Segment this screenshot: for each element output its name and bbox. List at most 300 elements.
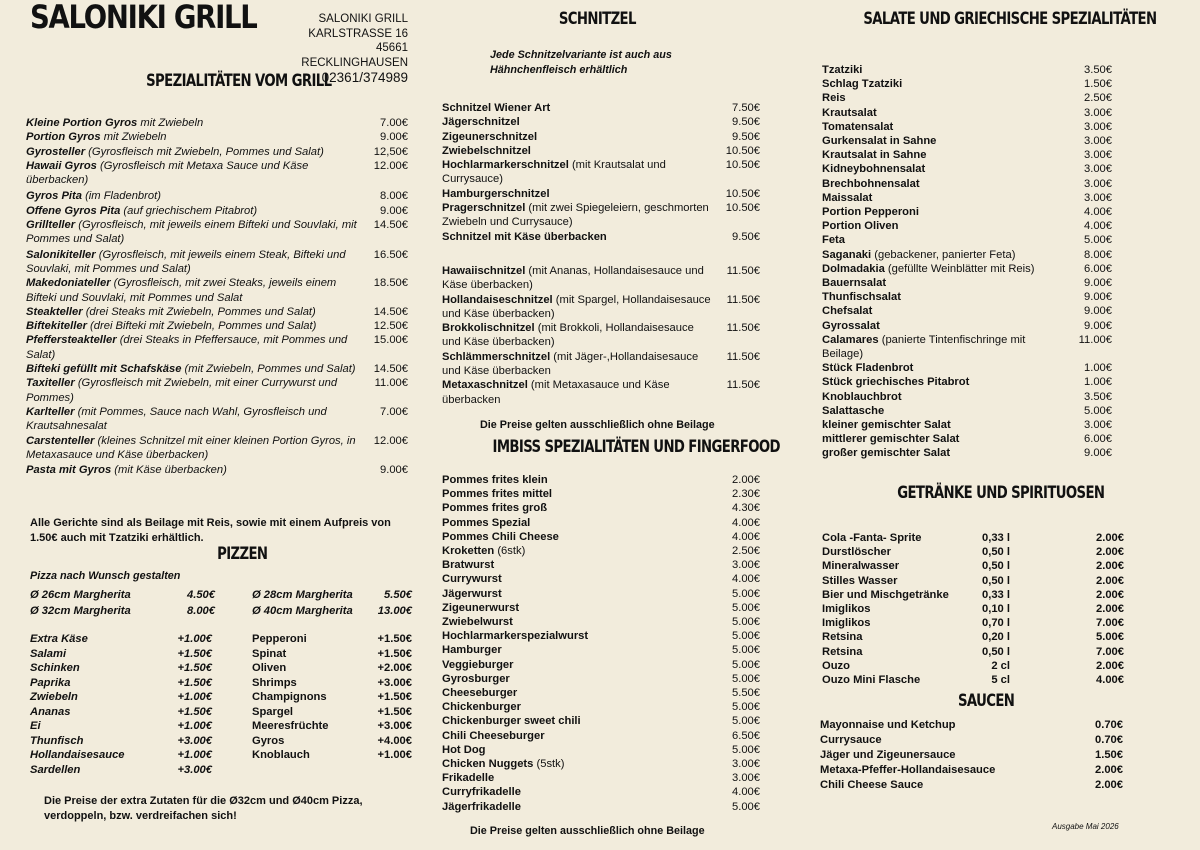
item-title: Gyrossalat	[822, 319, 880, 332]
grill-item	[26, 204, 408, 218]
drink-item	[822, 630, 1124, 644]
item-title: Offene Gyros Pita	[26, 204, 121, 217]
item-title: Knoblauchbrot	[822, 390, 902, 403]
item-name	[442, 144, 712, 158]
salat-item	[822, 77, 1112, 91]
grill-item	[26, 362, 408, 376]
salat-item	[822, 390, 1112, 404]
pizza-extra	[252, 748, 412, 763]
item-name	[442, 130, 712, 144]
item-description: mit Zwiebeln	[100, 131, 167, 144]
salat-item	[822, 290, 1112, 304]
item-name	[822, 602, 964, 616]
item-description: (mit Brokkoli, Hollandaisesauce und Käse überbacken)	[442, 322, 694, 349]
item-volume: 0,10 l	[982, 603, 1010, 616]
salat-item	[822, 120, 1112, 134]
item-price: 9.00€	[1084, 319, 1112, 332]
item-title: Currysauce	[820, 734, 882, 746]
item-title: Retsina	[822, 631, 863, 644]
item-name	[822, 375, 1062, 389]
item-title: Chili Cheese Sauce	[820, 779, 924, 791]
item-name	[822, 134, 1062, 148]
item-price: 16.50€	[373, 248, 408, 261]
pizza-extra	[30, 690, 212, 705]
item-price: 4.00€	[1096, 674, 1124, 687]
item-price: 2.00€	[1096, 574, 1124, 587]
pizza-extra	[252, 719, 412, 734]
pizza-extra	[30, 632, 212, 647]
item-title: Maissalat	[822, 191, 873, 204]
imbiss-footnote: Die Preise gelten ausschließlich ohne Beilage	[470, 825, 705, 837]
item-price: 1.50€	[1084, 78, 1112, 91]
schnitzel-item	[442, 115, 760, 129]
item-name	[30, 748, 177, 763]
item-name	[30, 719, 177, 734]
item-name	[820, 733, 1063, 748]
item-price: 2.00€	[1096, 560, 1124, 573]
item-price: 12.00€	[373, 159, 408, 172]
item-name	[252, 705, 377, 720]
item-title: Pommes Chili Cheese	[442, 530, 559, 543]
item-name	[822, 574, 964, 588]
item-name	[820, 778, 1063, 793]
item-title: Zwiebeln	[30, 691, 78, 703]
item-name	[822, 191, 1062, 205]
item-title: Pasta mit Gyros	[26, 464, 112, 477]
salat-item	[822, 63, 1112, 77]
item-price: 10.50€	[725, 202, 760, 215]
item-name	[30, 734, 177, 749]
salat-item	[822, 333, 1112, 361]
item-title: Imiglikos	[822, 603, 871, 616]
saucen-list	[820, 718, 1123, 793]
item-name	[26, 333, 360, 362]
item-price: 2.00€	[1096, 603, 1124, 616]
item-name	[822, 404, 1062, 418]
item-name	[442, 516, 700, 530]
item-price: 2.00€	[1096, 532, 1124, 544]
grill-item	[26, 463, 408, 477]
salate-list	[822, 63, 1112, 461]
item-title: Pepperoni	[252, 633, 307, 645]
item-title: Zwiebelschnitzel	[442, 144, 531, 157]
item-title: Schlämmerschnitzel	[442, 350, 551, 363]
item-name	[822, 531, 964, 545]
item-name	[442, 264, 712, 293]
item-name	[822, 290, 1062, 304]
item-title: Calamares	[822, 333, 879, 346]
item-name	[442, 629, 700, 643]
pizza-extra	[30, 676, 212, 691]
item-title: Tzatziki	[822, 64, 863, 76]
item-name	[30, 690, 177, 705]
item-name	[442, 757, 700, 771]
item-title: Durstlöscher	[822, 546, 892, 559]
item-price: 2.50€	[732, 545, 760, 558]
item-title: Chickenburger sweet chili	[442, 715, 581, 728]
item-name	[822, 233, 1062, 247]
item-price: 4.30€	[732, 502, 760, 515]
item-price: 8.00€	[187, 604, 215, 617]
item-name	[442, 729, 700, 743]
item-name	[442, 658, 700, 672]
item-title: Gyrosteller	[26, 145, 86, 158]
grill-item	[26, 189, 408, 203]
item-name	[252, 661, 377, 676]
item-name	[442, 350, 712, 379]
drinks-title: GETRÄNKE UND SPIRITUOSEN	[897, 483, 1105, 503]
item-name	[442, 115, 712, 129]
item-title: Zwiebelwurst	[442, 616, 513, 629]
item-title: Hamburgerschnitzel	[442, 187, 550, 200]
item-title: Jägerschnitzel	[442, 116, 520, 129]
item-price: 3.00€	[1084, 419, 1112, 432]
item-title: Pragerschnitzel	[442, 202, 526, 215]
item-price: 7.00€	[1096, 645, 1124, 658]
salat-item	[822, 233, 1112, 247]
item-price: 8.00€	[380, 190, 408, 203]
item-description: (mit Käse überbacken)	[111, 464, 227, 477]
item-price: +3.00€	[377, 676, 412, 689]
pizza-extra	[252, 690, 412, 705]
schnitzel-item	[442, 187, 760, 201]
item-price: +1.50€	[177, 676, 212, 689]
item-price: 4.00€	[732, 786, 760, 799]
item-name	[442, 530, 700, 544]
item-description: (mit Ananas, Hollandaisesauce und Käse überbacken)	[442, 264, 704, 292]
item-price: 3.50€	[1084, 64, 1112, 76]
item-price: +2.00€	[377, 662, 412, 674]
item-name	[26, 218, 360, 247]
drinks-list	[822, 531, 1124, 687]
item-price: +3.00€	[177, 763, 212, 776]
item-price: 3.00€	[732, 559, 760, 572]
item-name	[442, 544, 700, 558]
imbiss-item	[442, 714, 760, 728]
salat-item	[822, 91, 1112, 105]
item-name	[822, 148, 1062, 162]
item-title: Mayonnaise und Ketchup	[820, 719, 956, 731]
item-title: Pommes Spezial	[442, 516, 531, 529]
item-volume: 0,20 l	[982, 631, 1010, 644]
pizza-footnote: Die Preise der extra Zutaten für die Ø32cm und Ø40cm Pizza, verdoppeln, bzw. verdreifachen sich!	[44, 795, 363, 822]
drink-item	[822, 531, 1124, 545]
item-price: 3.00€	[732, 758, 760, 771]
item-volume: 0,33 l	[982, 532, 1010, 544]
grill-item	[26, 319, 408, 333]
item-title: Brokkolischnitzel	[442, 322, 535, 335]
item-price: 1.00€	[1084, 362, 1112, 375]
drink-item	[822, 559, 1124, 573]
schnitzel-list	[442, 101, 760, 407]
item-name	[822, 177, 1062, 191]
item-name	[30, 661, 177, 676]
drink-item	[822, 588, 1124, 602]
item-name	[26, 305, 360, 319]
item-title: Salami	[30, 647, 67, 660]
item-title: Makedoniateller	[26, 277, 111, 290]
item-title: Kroketten	[442, 545, 495, 558]
item-name	[822, 645, 964, 659]
item-title: Pommes frites mittel	[442, 488, 553, 501]
salat-item	[822, 276, 1112, 290]
salat-item	[822, 319, 1112, 333]
imbiss-item	[442, 771, 760, 785]
item-price: 1.50€	[1095, 749, 1123, 761]
item-price: +1.00€	[177, 720, 212, 732]
grill-item	[26, 276, 408, 305]
item-name	[26, 189, 360, 203]
item-name	[442, 293, 712, 322]
item-name	[26, 276, 360, 305]
item-price: 14.50€	[373, 305, 408, 318]
item-price: 9.00€	[1084, 305, 1112, 318]
item-price: 9.00€	[1084, 447, 1112, 460]
item-price: 10.50€	[725, 187, 760, 200]
item-price: 14.50€	[373, 219, 408, 232]
item-price: 2.00€	[732, 474, 760, 486]
item-price: 7.50€	[732, 102, 760, 114]
item-title: Gyros Pita	[26, 190, 82, 203]
item-name	[252, 588, 384, 604]
item-title: Karlteller	[26, 405, 75, 418]
item-title: Ouzo	[822, 659, 850, 672]
item-name	[442, 643, 700, 657]
item-price: 5.00€	[732, 672, 760, 685]
item-title: Oliven	[252, 662, 287, 674]
grill-footnote: Alle Gerichte sind als Beilage mit Reis, sowie mit einem Aufpreis von 1.50€ auch mit Tzatziki erhältlich.	[30, 517, 391, 544]
item-price: 6.00€	[1084, 433, 1112, 446]
salat-item	[822, 106, 1112, 120]
item-title: Metaxa-Pfeffer-Hollandaisesauce	[820, 764, 996, 776]
grill-item	[26, 434, 408, 463]
item-name	[442, 587, 700, 601]
schnitzel-item	[442, 293, 760, 322]
item-title: Kidneybohnensalat	[822, 163, 926, 176]
item-title: Steakteller	[26, 305, 83, 318]
item-price: 4.00€	[1084, 206, 1112, 219]
item-price: 13.00€	[377, 604, 412, 617]
item-title: Ø 32cm Margherita	[30, 604, 131, 617]
item-price: 7.00€	[380, 405, 408, 418]
item-title: Kleine Portion Gyros	[26, 117, 138, 129]
item-price: 15.00€	[373, 334, 408, 347]
item-name	[442, 714, 700, 728]
item-price: +3.00€	[377, 720, 412, 732]
pizza-extra	[252, 661, 412, 676]
item-title: Bratwurst	[442, 559, 495, 572]
item-price: +1.50€	[377, 647, 412, 660]
salat-item	[822, 361, 1112, 375]
item-name	[442, 473, 700, 487]
item-price: 14.50€	[373, 363, 408, 376]
item-name	[26, 362, 360, 376]
schnitzel-item	[442, 101, 760, 115]
drink-item	[822, 659, 1124, 673]
item-title: Chickenburger	[442, 701, 521, 714]
item-price: 3.00€	[1084, 135, 1112, 148]
item-description: (5stk)	[533, 758, 565, 771]
item-price: 3.00€	[1084, 191, 1112, 204]
schnitzel-item	[442, 321, 760, 350]
imbiss-item	[442, 700, 760, 714]
item-price: 2.00€	[1096, 588, 1124, 601]
grill-item	[26, 405, 408, 434]
imbiss-item	[442, 473, 760, 487]
drink-item	[822, 645, 1124, 659]
pizza-extras-right	[252, 632, 412, 763]
imbiss-item	[442, 516, 760, 530]
salat-item	[822, 248, 1112, 262]
schnitzel-item	[442, 230, 760, 244]
item-title: Extra Käse	[30, 633, 88, 645]
item-title: Hawaii Gyros	[26, 159, 97, 172]
item-title: Curryfrikadelle	[442, 786, 521, 799]
pizza-extra	[252, 705, 412, 720]
item-name	[822, 432, 1062, 446]
item-description: (drei Steaks in Pfeffersauce, mit Pommes und Salat)	[26, 334, 348, 361]
item-name	[822, 205, 1062, 219]
item-name	[30, 647, 177, 662]
brand-title: SALONIKI GRILL	[30, 0, 257, 36]
drink-item	[822, 574, 1124, 588]
item-price: 11.50€	[726, 264, 760, 277]
item-price: 3.00€	[1084, 177, 1112, 190]
item-name	[822, 120, 1062, 134]
salat-item	[822, 446, 1112, 460]
item-name	[822, 630, 964, 644]
imbiss-item	[442, 729, 760, 743]
item-price: 5.50€	[384, 589, 412, 601]
item-name	[822, 319, 1062, 333]
item-price: 5.00€	[732, 601, 760, 614]
item-name	[442, 615, 700, 629]
item-description: (panierte Tintenfischringe mit Beilage)	[822, 333, 1026, 361]
item-name	[822, 616, 964, 630]
item-price: 12.00€	[373, 434, 408, 447]
imbiss-item	[442, 572, 760, 586]
item-price: 7.00€	[380, 117, 408, 129]
item-title: Cola -Fanta- Sprite	[822, 532, 922, 544]
schnitzel-item	[442, 350, 760, 379]
item-price: 3.00€	[732, 772, 760, 785]
item-name	[822, 361, 1062, 375]
item-name	[822, 559, 964, 573]
item-title: Thunfischsalat	[822, 291, 901, 304]
item-name	[442, 558, 700, 572]
item-description: (Gyrosfleisch, mit zwei Steaks, jeweils einem Bifteki und Souvlaki, mit Pommes und Salat	[26, 277, 337, 304]
item-name	[442, 785, 700, 799]
imbiss-item	[442, 501, 760, 515]
imbiss-item	[442, 658, 760, 672]
item-title: Spargel	[252, 705, 294, 718]
imbiss-item	[442, 558, 760, 572]
item-volume: 0,70 l	[982, 617, 1010, 630]
item-title: Taxiteller	[26, 377, 75, 390]
item-name	[252, 748, 377, 763]
item-price: +1.50€	[177, 662, 212, 674]
item-description: (Gyrosfleisch mit Metaxa Sauce und Käse überbacken)	[26, 159, 309, 187]
pizza-extra	[30, 748, 212, 763]
pizza-extra	[252, 734, 412, 749]
item-price: 9.00€	[380, 131, 408, 144]
item-description: (mit zwei Spiegeleiern, geschmorten Zwiebeln und Currysauce)	[442, 202, 709, 229]
address-street: KARLSTRASSE 16	[308, 27, 408, 40]
item-name	[822, 390, 1062, 404]
item-name	[30, 604, 187, 620]
item-price: 2.00€	[1095, 779, 1123, 791]
item-description: (gebackener, panierter Feta)	[871, 248, 1016, 261]
item-price: 2.30€	[732, 488, 760, 501]
item-name	[822, 545, 964, 559]
imbiss-item	[442, 672, 760, 686]
sauce-item	[820, 763, 1123, 778]
item-title: Reis	[822, 92, 846, 105]
salat-item	[822, 304, 1112, 318]
item-price: 5.50€	[732, 687, 760, 700]
item-name	[442, 771, 700, 785]
imbiss-item	[442, 487, 760, 501]
item-name	[822, 248, 1062, 262]
item-title: Imiglikos	[822, 617, 871, 630]
item-volume: 5 cl	[991, 674, 1010, 687]
item-title: Currywurst	[442, 573, 502, 586]
item-price: 4.00€	[732, 516, 760, 529]
pizza-extra	[30, 719, 212, 734]
item-price: 3.00€	[1084, 120, 1112, 133]
pizza-extra	[30, 661, 212, 676]
item-name	[30, 676, 177, 691]
item-price: +1.50€	[377, 691, 412, 703]
salat-item	[822, 191, 1112, 205]
item-title: Chicken Nuggets	[442, 758, 534, 771]
sauce-item	[820, 733, 1123, 748]
item-price: +1.50€	[177, 647, 212, 660]
item-price: 5.00€	[732, 644, 760, 657]
item-name	[822, 333, 1062, 361]
imbiss-item	[442, 743, 760, 757]
item-price: 5.00€	[732, 587, 760, 600]
item-price: 5.00€	[732, 630, 760, 643]
grill-item	[26, 145, 408, 159]
item-price: 6.00€	[1084, 262, 1112, 275]
item-price: 9.00€	[1084, 277, 1112, 290]
item-price: 3.50€	[1084, 390, 1112, 403]
item-title: Hollandaiseschnitzel	[442, 293, 553, 306]
grill-item	[26, 305, 408, 319]
item-name	[252, 632, 377, 647]
item-name	[442, 230, 712, 244]
item-name	[30, 705, 177, 720]
item-title: Ei	[30, 720, 41, 732]
imbiss-list	[442, 473, 760, 814]
item-price: 9.00€	[380, 464, 408, 477]
item-name	[26, 145, 360, 159]
item-price: 5.00€	[1096, 631, 1124, 644]
item-title: Pommes frites klein	[442, 474, 548, 486]
item-description: (Gyrosfleisch, mit jeweils einem Bifteki und Souvlaki, mit Pommes und Salat)	[26, 219, 357, 246]
pizza-extra	[30, 647, 212, 662]
schnitzel-title: SCHNITZEL	[558, 9, 636, 29]
item-title: Bier und Mischgetränke	[822, 588, 949, 601]
imbiss-item	[442, 757, 760, 771]
salat-item	[822, 418, 1112, 432]
item-price: 8.00€	[1084, 248, 1112, 261]
pizza-size	[252, 604, 412, 620]
drink-item	[822, 602, 1124, 616]
item-name	[442, 158, 712, 187]
pizza-size	[30, 604, 215, 620]
